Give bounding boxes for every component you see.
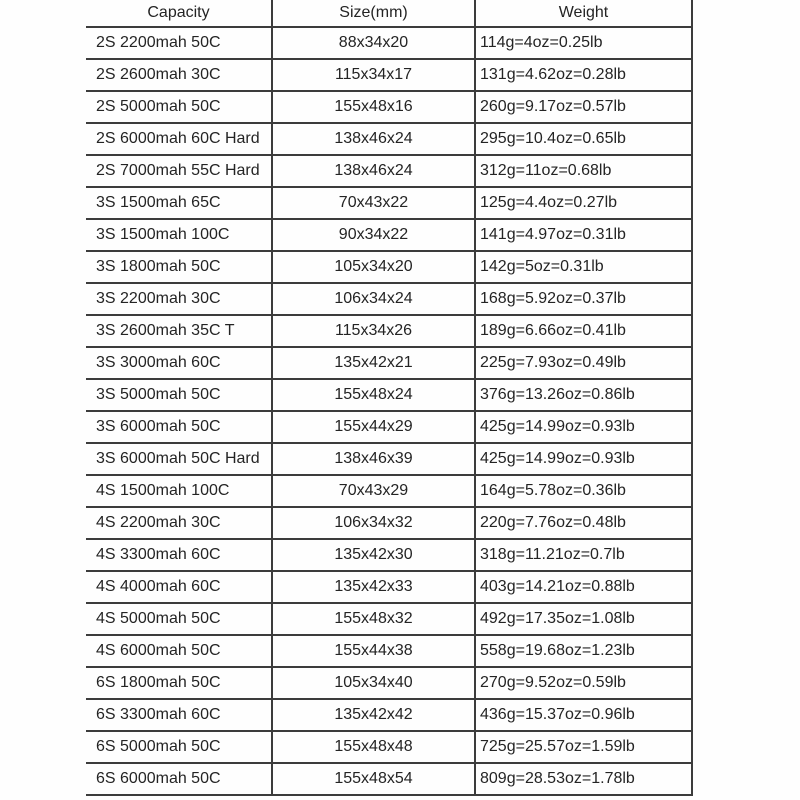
cell-capacity: 6S 1800mah 50C bbox=[86, 667, 272, 699]
table-row bbox=[86, 475, 692, 507]
cell-size-mm: 155x48x16 bbox=[272, 91, 475, 123]
cell-size-mm: 155x48x54 bbox=[272, 763, 475, 795]
cell-size-mm: 135x42x42 bbox=[272, 699, 475, 731]
cell-size-mm: 138x46x24 bbox=[272, 155, 475, 187]
table-row bbox=[86, 411, 692, 443]
cell-size-mm: 135x42x30 bbox=[272, 539, 475, 571]
table-row bbox=[86, 667, 692, 699]
cell-weight: 125g=4.4oz=0.27lb bbox=[475, 187, 692, 219]
cell-capacity: 4S 3300mah 60C bbox=[86, 539, 272, 571]
cell-capacity: 4S 2200mah 30C bbox=[86, 507, 272, 539]
table-row bbox=[86, 347, 692, 379]
table-row bbox=[86, 539, 692, 571]
cell-weight: 141g=4.97oz=0.31lb bbox=[475, 219, 692, 251]
cell-capacity: 3S 5000mah 50C bbox=[86, 379, 272, 411]
cell-size-mm: 138x46x24 bbox=[272, 123, 475, 155]
cell-weight: 114g=4oz=0.25lb bbox=[475, 27, 692, 59]
table-row bbox=[86, 571, 692, 603]
table-row bbox=[86, 283, 692, 315]
cell-weight: 376g=13.26oz=0.86lb bbox=[475, 379, 692, 411]
cell-size-mm: 70x43x22 bbox=[272, 187, 475, 219]
cell-size-mm: 155x48x32 bbox=[272, 603, 475, 635]
cell-weight: 225g=7.93oz=0.49lb bbox=[475, 347, 692, 379]
cell-size-mm: 115x34x17 bbox=[272, 59, 475, 91]
column-header-size-mm: Size(mm) bbox=[272, 0, 475, 27]
cell-weight: 403g=14.21oz=0.88lb bbox=[475, 571, 692, 603]
table-row bbox=[86, 219, 692, 251]
cell-capacity: 6S 3300mah 60C bbox=[86, 699, 272, 731]
table-row bbox=[86, 603, 692, 635]
table-row bbox=[86, 251, 692, 283]
cell-capacity: 6S 5000mah 50C bbox=[86, 731, 272, 763]
cell-weight: 260g=9.17oz=0.57lb bbox=[475, 91, 692, 123]
table-row bbox=[86, 91, 692, 123]
cell-capacity: 2S 6000mah 60C Hard bbox=[86, 123, 272, 155]
cell-weight: 436g=15.37oz=0.96lb bbox=[475, 699, 692, 731]
table-body bbox=[86, 27, 692, 795]
cell-capacity: 3S 2200mah 30C bbox=[86, 283, 272, 315]
table-row bbox=[86, 155, 692, 187]
table-row bbox=[86, 187, 692, 219]
cell-size-mm: 155x44x29 bbox=[272, 411, 475, 443]
cell-capacity: 3S 1800mah 50C bbox=[86, 251, 272, 283]
cell-capacity: 3S 3000mah 60C bbox=[86, 347, 272, 379]
table-row bbox=[86, 507, 692, 539]
table-row bbox=[86, 443, 692, 475]
table-row bbox=[86, 379, 692, 411]
cell-size-mm: 135x42x33 bbox=[272, 571, 475, 603]
table-row bbox=[86, 699, 692, 731]
cell-capacity: 3S 6000mah 50C Hard bbox=[86, 443, 272, 475]
cell-size-mm: 155x44x38 bbox=[272, 635, 475, 667]
cell-capacity: 3S 2600mah 35C T bbox=[86, 315, 272, 347]
cell-capacity: 2S 5000mah 50C bbox=[86, 91, 272, 123]
cell-capacity: 6S 6000mah 50C bbox=[86, 763, 272, 795]
cell-size-mm: 115x34x26 bbox=[272, 315, 475, 347]
cell-weight: 189g=6.66oz=0.41lb bbox=[475, 315, 692, 347]
cell-weight: 131g=4.62oz=0.28lb bbox=[475, 59, 692, 91]
cell-capacity: 4S 4000mah 60C bbox=[86, 571, 272, 603]
cell-capacity: 3S 1500mah 65C bbox=[86, 187, 272, 219]
cell-weight: 725g=25.57oz=1.59lb bbox=[475, 731, 692, 763]
cell-weight: 142g=5oz=0.31lb bbox=[475, 251, 692, 283]
cell-weight: 220g=7.76oz=0.48lb bbox=[475, 507, 692, 539]
cell-weight: 295g=10.4oz=0.65lb bbox=[475, 123, 692, 155]
cell-size-mm: 135x42x21 bbox=[272, 347, 475, 379]
cell-weight: 809g=28.53oz=1.78lb bbox=[475, 763, 692, 795]
cell-weight: 318g=11.21oz=0.7lb bbox=[475, 539, 692, 571]
column-header-weight: Weight bbox=[475, 0, 692, 27]
column-header-capacity: Capacity bbox=[86, 0, 272, 27]
cell-size-mm: 105x34x40 bbox=[272, 667, 475, 699]
cell-capacity: 2S 2600mah 30C bbox=[86, 59, 272, 91]
cell-weight: 168g=5.92oz=0.37lb bbox=[475, 283, 692, 315]
cell-capacity: 3S 6000mah 50C bbox=[86, 411, 272, 443]
cell-size-mm: 106x34x24 bbox=[272, 283, 475, 315]
battery-spec-table bbox=[86, 0, 693, 796]
table-row bbox=[86, 59, 692, 91]
cell-size-mm: 138x46x39 bbox=[272, 443, 475, 475]
cell-weight: 558g=19.68oz=1.23lb bbox=[475, 635, 692, 667]
cell-weight: 312g=11oz=0.68lb bbox=[475, 155, 692, 187]
cell-capacity: 4S 6000mah 50C bbox=[86, 635, 272, 667]
table-row bbox=[86, 763, 692, 795]
battery-spec-table-container bbox=[86, 0, 692, 796]
cell-size-mm: 88x34x20 bbox=[272, 27, 475, 59]
table-row bbox=[86, 731, 692, 763]
table-header bbox=[86, 0, 692, 27]
cell-size-mm: 106x34x32 bbox=[272, 507, 475, 539]
cell-weight: 164g=5.78oz=0.36lb bbox=[475, 475, 692, 507]
cell-size-mm: 105x34x20 bbox=[272, 251, 475, 283]
cell-capacity: 2S 7000mah 55C Hard bbox=[86, 155, 272, 187]
cell-weight: 425g=14.99oz=0.93lb bbox=[475, 443, 692, 475]
cell-capacity: 4S 1500mah 100C bbox=[86, 475, 272, 507]
cell-weight: 270g=9.52oz=0.59lb bbox=[475, 667, 692, 699]
table-row bbox=[86, 27, 692, 59]
cell-size-mm: 155x48x24 bbox=[272, 379, 475, 411]
table-row bbox=[86, 123, 692, 155]
cell-size-mm: 70x43x29 bbox=[272, 475, 475, 507]
cell-weight: 492g=17.35oz=1.08lb bbox=[475, 603, 692, 635]
table-row bbox=[86, 635, 692, 667]
cell-capacity: 4S 5000mah 50C bbox=[86, 603, 272, 635]
header-row bbox=[86, 0, 692, 27]
cell-capacity: 3S 1500mah 100C bbox=[86, 219, 272, 251]
cell-weight: 425g=14.99oz=0.93lb bbox=[475, 411, 692, 443]
cell-capacity: 2S 2200mah 50C bbox=[86, 27, 272, 59]
table-row bbox=[86, 315, 692, 347]
cell-size-mm: 155x48x48 bbox=[272, 731, 475, 763]
cell-size-mm: 90x34x22 bbox=[272, 219, 475, 251]
